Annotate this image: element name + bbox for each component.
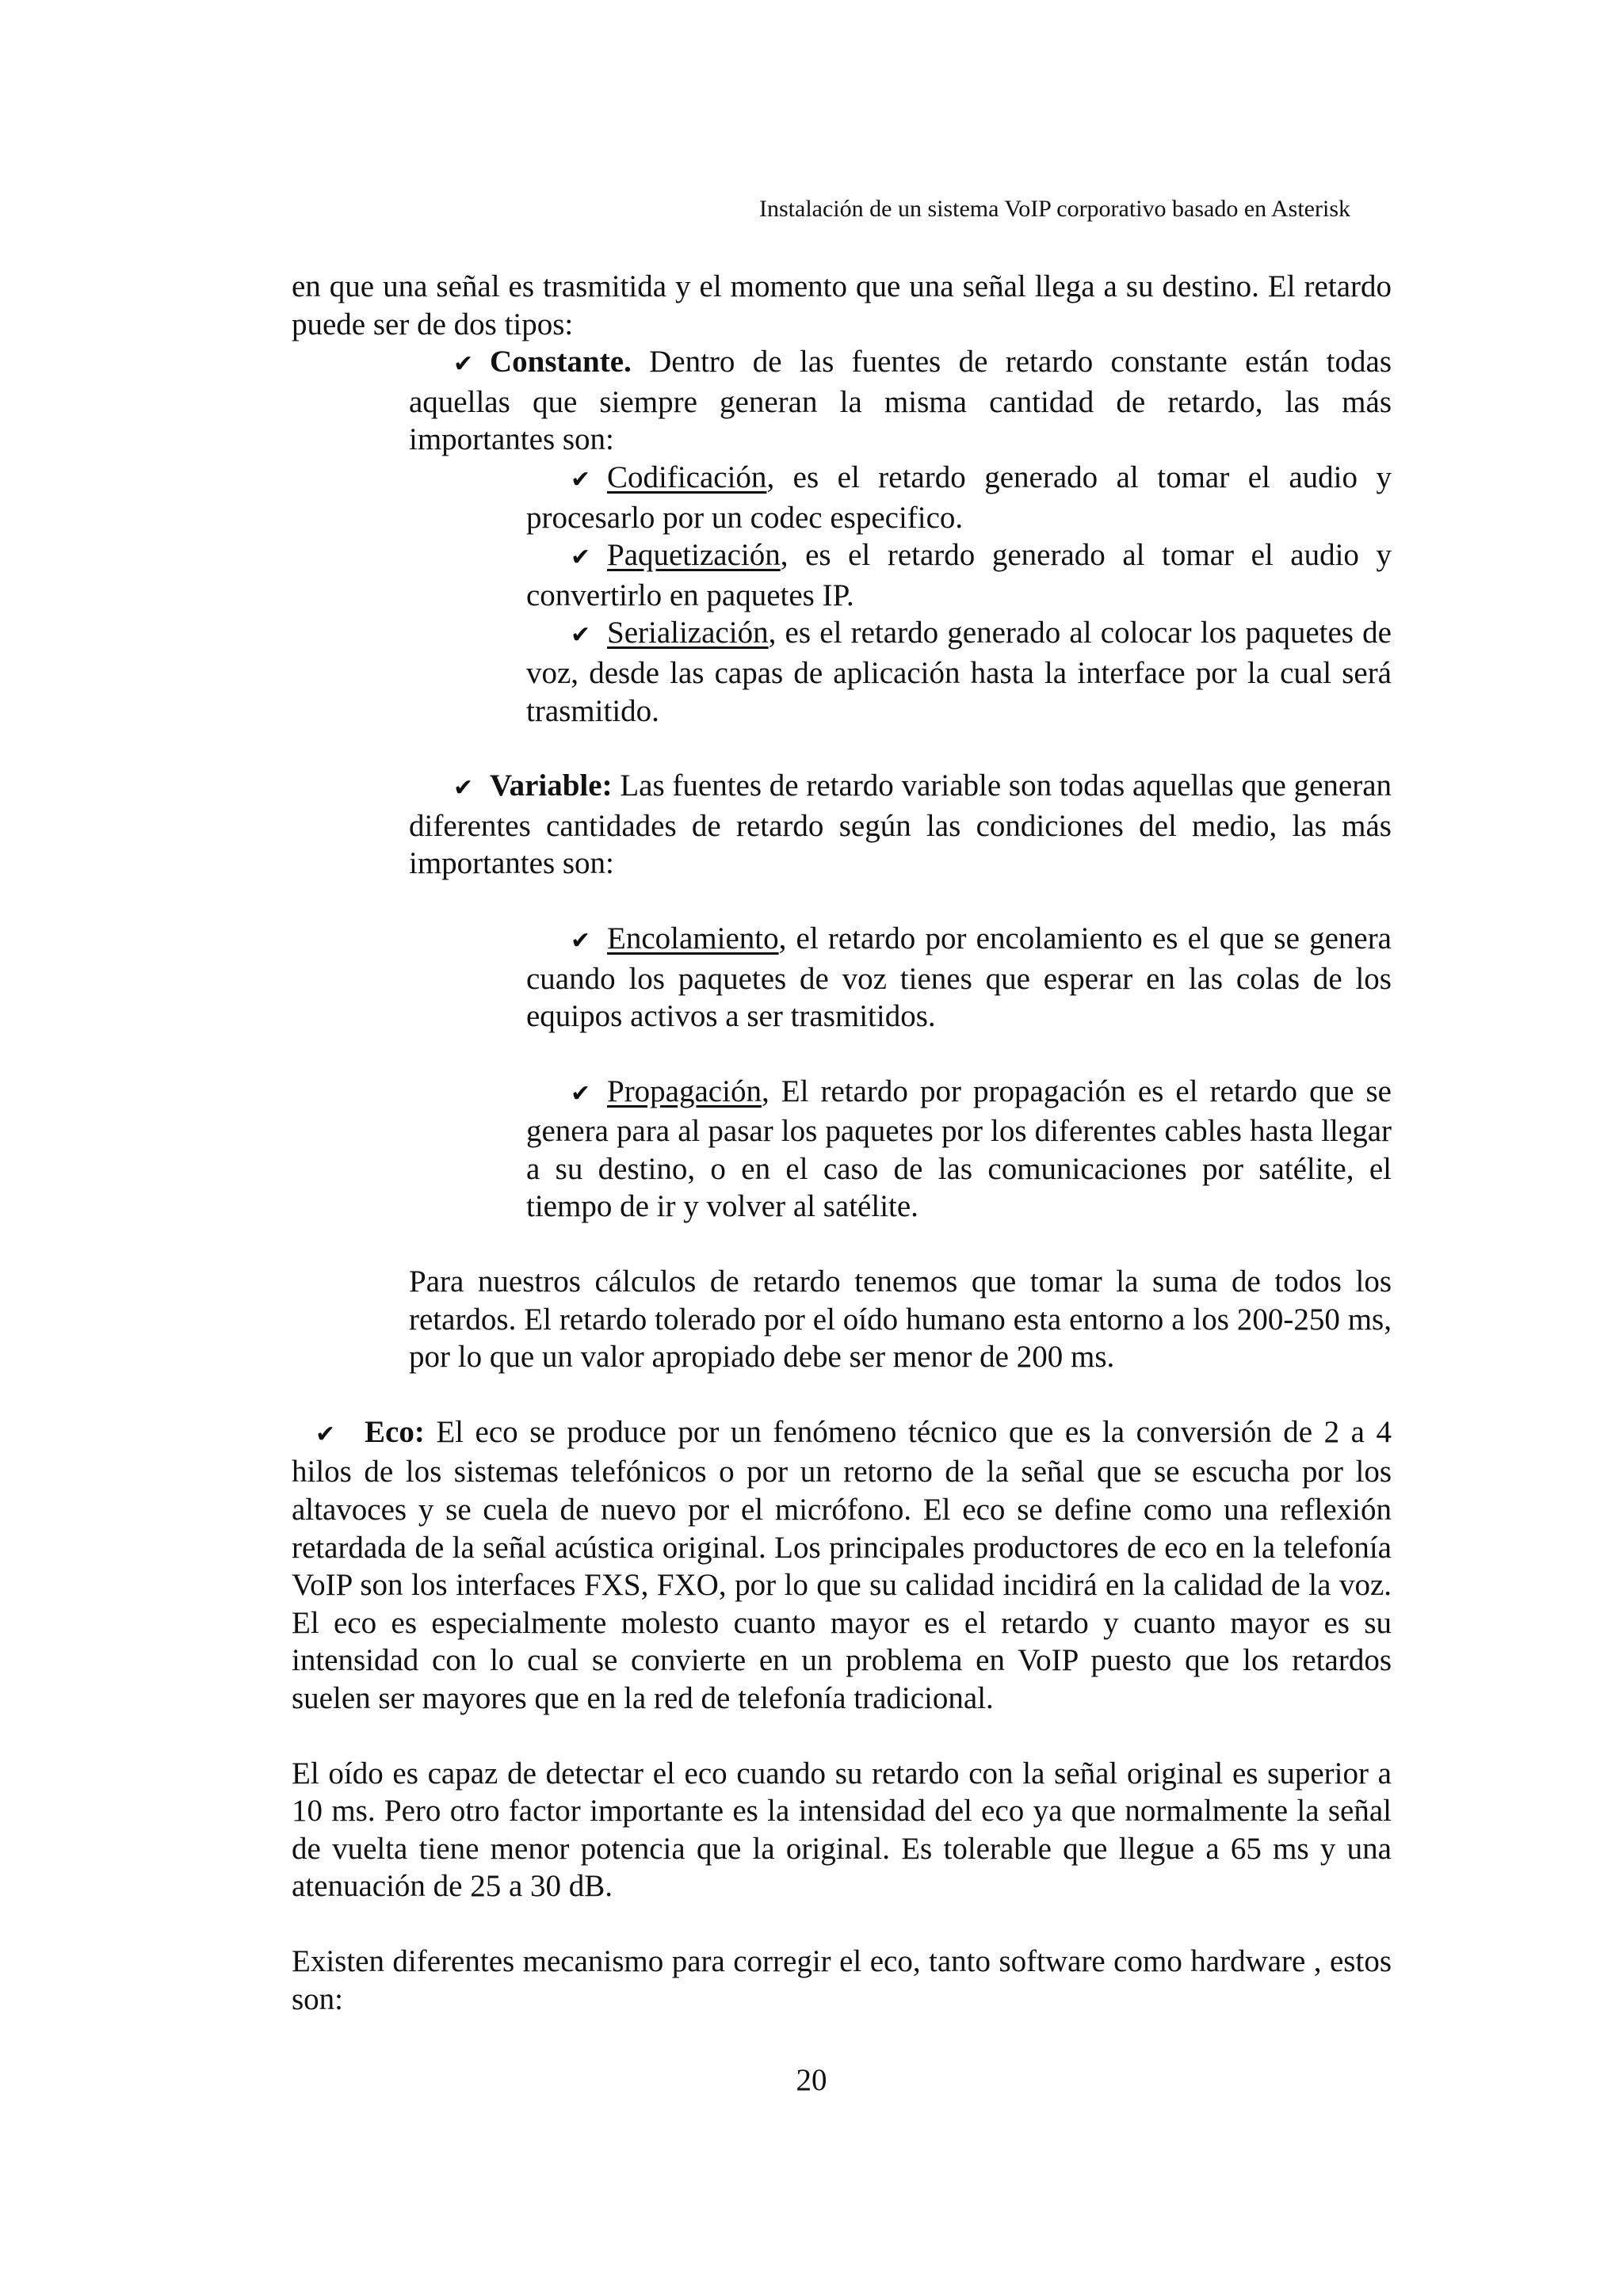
check-mark-icon: ✔	[571, 1079, 591, 1108]
running-header: Instalación de un sistema VoIP corporativo basado en Asterisk	[759, 196, 1350, 222]
check-mark-icon: ✔	[453, 774, 474, 803]
serializacion-text: , es el retardo generado al colocar los paquetes de voz, desde las capas de aplicación hasta la interface por la cual será trasmitido.	[526, 616, 1392, 728]
check-mark-icon: ✔	[571, 543, 591, 572]
calculo-paragraph: Para nuestros cálculos de retardo tenemos que tomar la suma de todos los retardos. El retardo tolerado por el oído humano esta entorno a los 200-250 ms, por lo que un valor apropiado debe ser menor de 200 ms.	[409, 1264, 1392, 1375]
list-item-paquetizacion	[526, 536, 1392, 614]
codificacion-text: , es el retardo generado al tomar el audio y procesarlo por un codec especifico.	[526, 460, 1392, 535]
check-mark-icon: ✔	[453, 350, 474, 379]
mecanismos-paragraph: Existen diferentes mecanismo para corregir el eco, tanto software como hardware , estos son:	[292, 1943, 1392, 2016]
term-paquetizacion: Paquetización	[607, 538, 781, 573]
check-mark-icon: ✔	[571, 926, 591, 955]
list-item-codificacion	[526, 459, 1392, 536]
list-item-encolamiento	[526, 920, 1392, 1035]
check-mark-icon: ✔	[571, 465, 591, 494]
term-variable: Variable:	[490, 769, 613, 803]
term-propagacion: Propagación	[607, 1074, 762, 1108]
term-eco: Eco:	[365, 1414, 425, 1449]
constante-text: Dentro de las fuentes de retardo constante están todas aquellas que siempre generan la misma cantidad de retardo, las más importantes son:	[409, 345, 1392, 457]
list-item-variable	[409, 767, 1392, 883]
deteccion-paragraph: El oído es capaz de detectar el eco cuando su retardo con la señal original es superior a 10 ms. Pero otro factor importante es la intensidad del eco ya que normalmente la señal de vuelta tiene menor potencia que la original. Es tolerable que llegue a 65 ms y una atenuación de 25 a 30 dB.	[292, 1756, 1392, 1904]
eco-text: El eco se produce por un fenómeno técnico que es la conversión de 2 a 4 hilos de los sistemas telefónicos o por un retorno de la señal que se escucha por los altavoces y se cuela de nuevo por el micrófono. El eco se define como una reflexión retardada de la señal acústica original. Los principales productores de eco en la telefonía VoIP son los interfaces FXS, FXO, por lo que su calidad incidirá en la calidad de la voz. El eco es especialmente molesto cuanto mayor es el retardo y cuanto mayor es su intensidad con lo cual se convierte en un problema en VoIP puesto que los retardos suelen ser mayores que en la red de telefonía tradicional.	[292, 1414, 1392, 1715]
page-body	[292, 268, 1392, 2018]
term-serializacion: Serialización	[607, 616, 769, 650]
list-item-eco	[292, 1413, 1392, 1718]
list-item-serializacion	[526, 614, 1392, 730]
term-encolamiento: Encolamiento	[607, 921, 779, 955]
intro-paragraph: en que una señal es trasmitida y el momento que una señal llega a su destino. El retardo puede ser de dos tipos:	[292, 269, 1392, 341]
list-item-propagacion	[526, 1073, 1392, 1226]
variable-text: Las fuentes de retardo variable son todas aquellas que generan diferentes cantidades de retardo según las condiciones del medio, las más importantes son:	[409, 769, 1392, 881]
paquetizacion-text: , es el retardo generado al tomar el audio y convertirlo en paquetes IP.	[526, 538, 1392, 612]
term-constante: Constante.	[490, 345, 632, 379]
term-codificacion: Codificación	[607, 460, 767, 494]
check-mark-icon: ✔	[315, 1420, 336, 1448]
check-mark-icon: ✔	[571, 621, 591, 650]
list-item-constante	[409, 343, 1392, 459]
propagacion-text: , El retardo por propagación es el retardo que se genera para al pasar los paquetes por los diferentes cables hasta llegar a su destino, o en el caso de las comunicaciones por satélite, el tiempo de ir y volver al satélite.	[526, 1074, 1392, 1224]
encolamiento-text: , el retardo por encolamiento es el que se genera cuando los paquetes de voz tienes que esperar en las colas de los equipos activos a ser trasmitidos.	[526, 921, 1392, 1034]
page-number: 20	[796, 2063, 827, 2097]
